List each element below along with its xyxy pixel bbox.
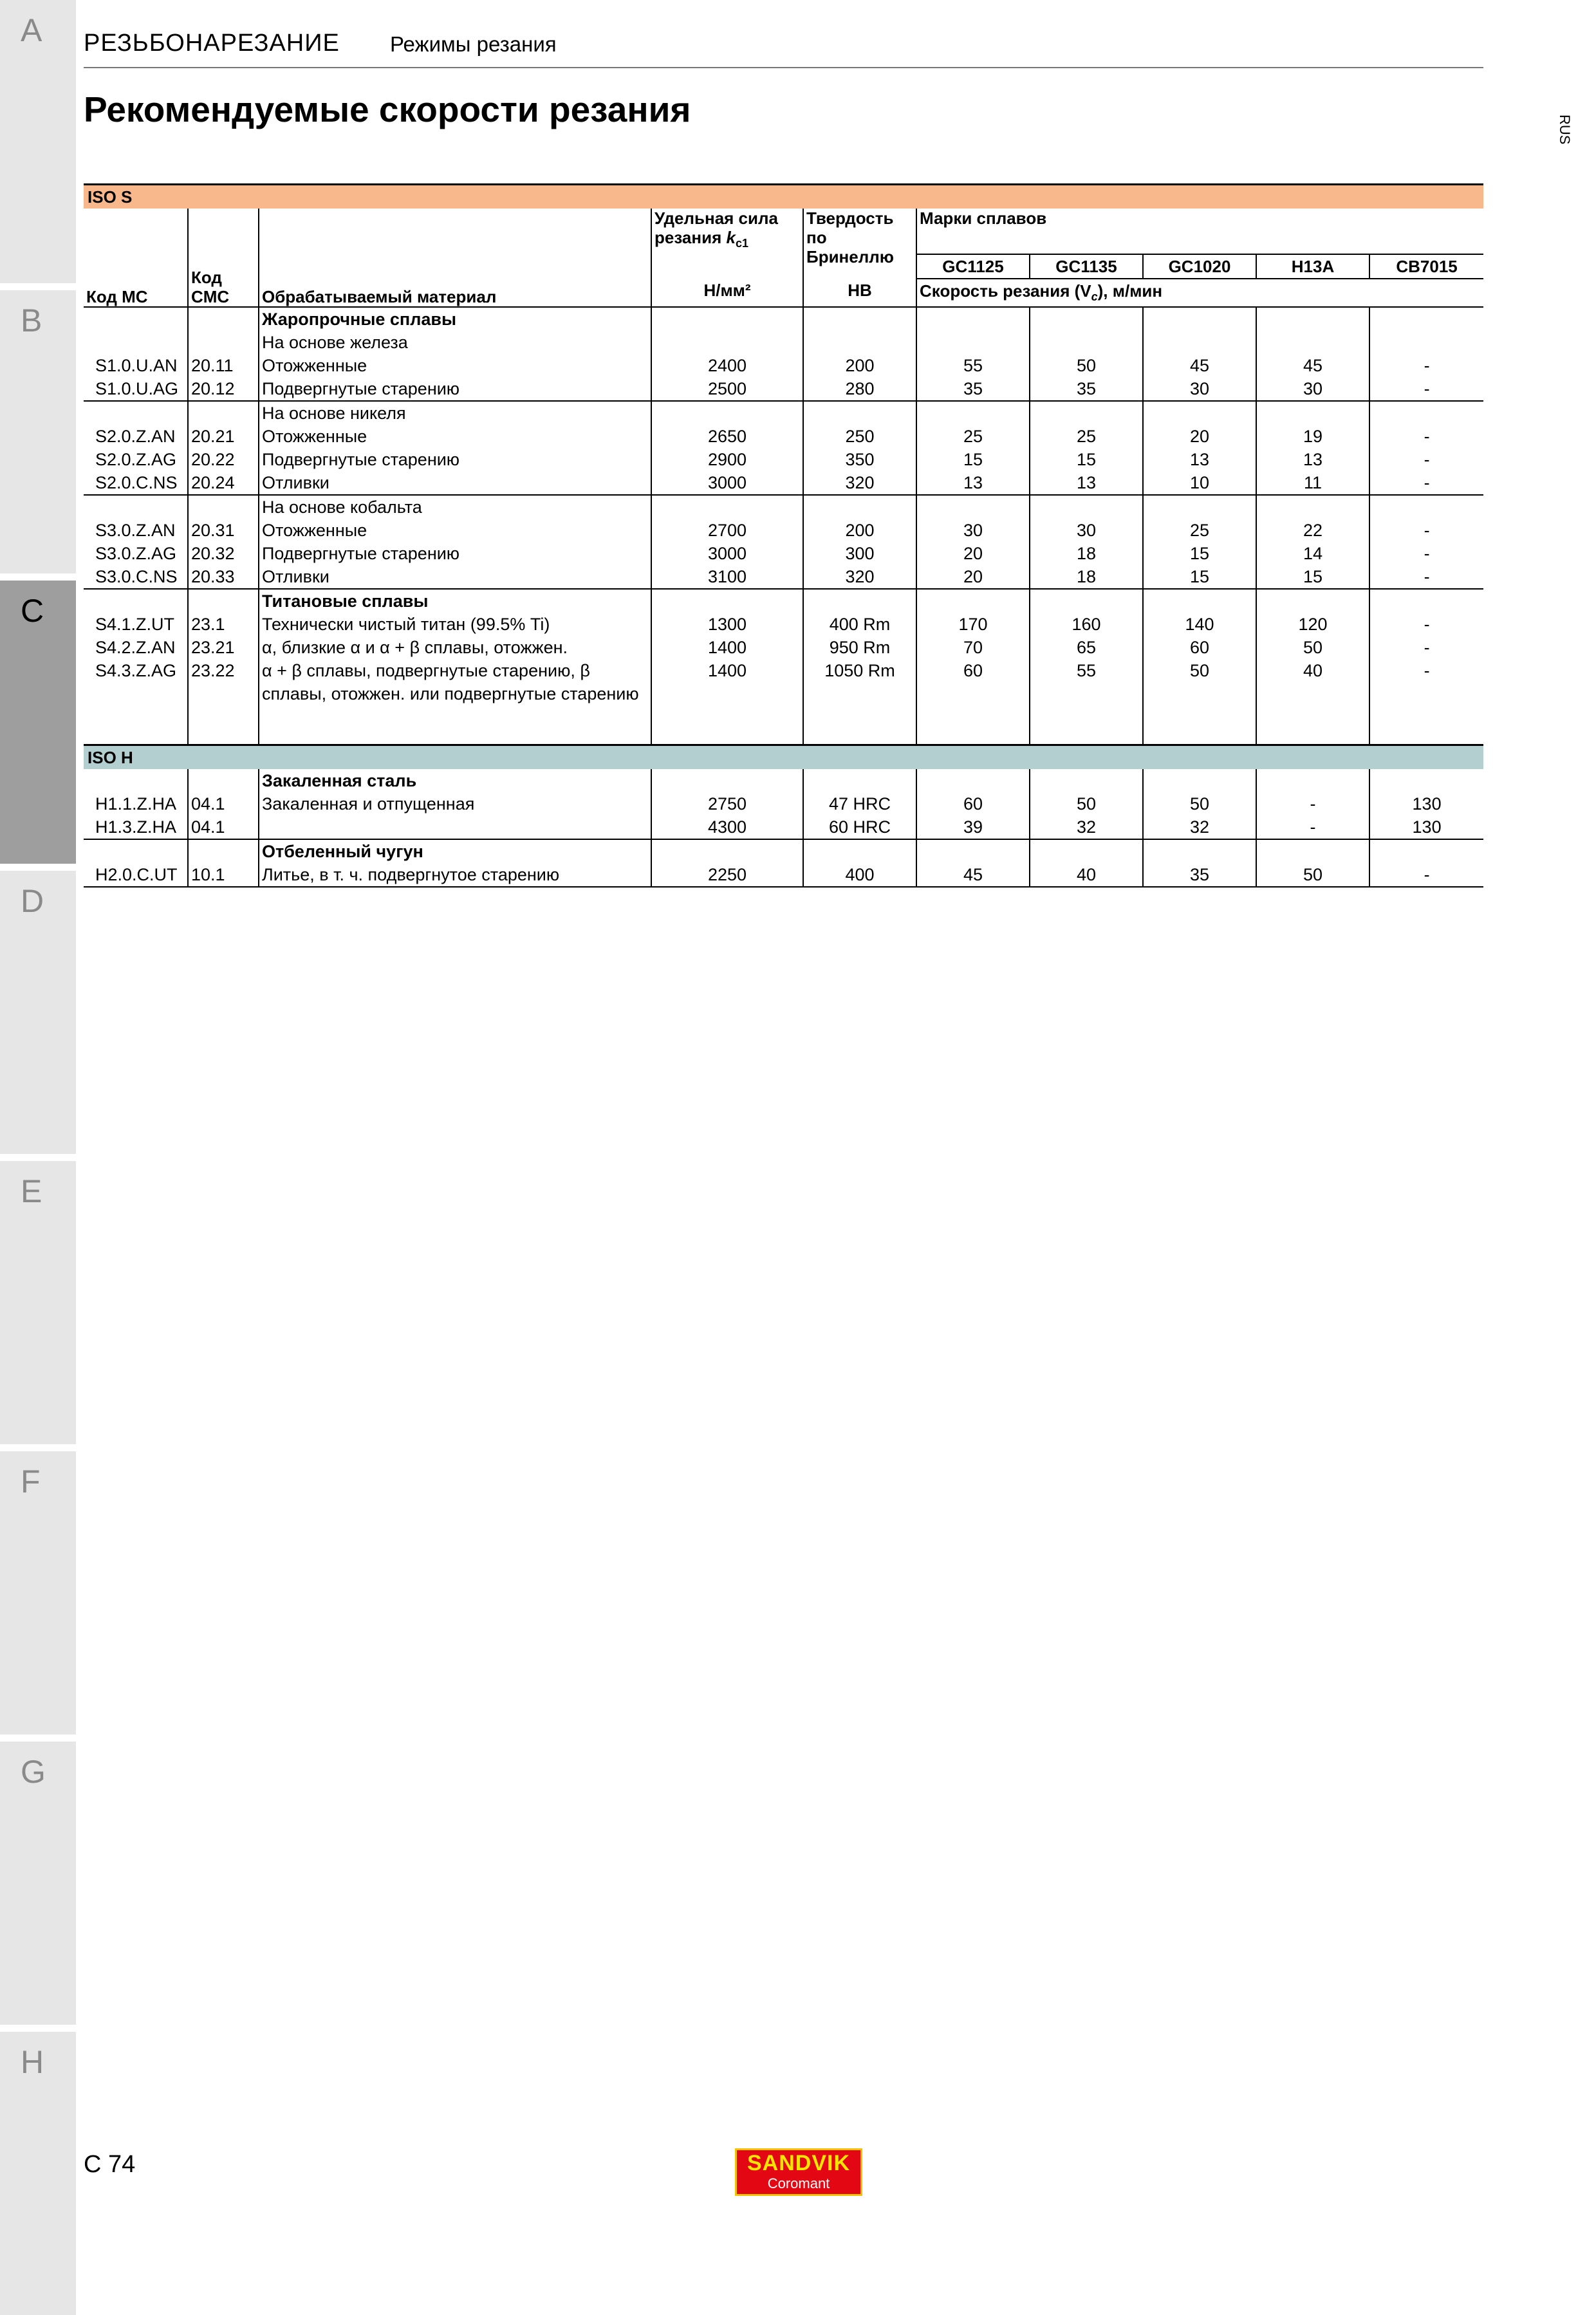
speed-value: - (1369, 377, 1483, 401)
group-heading: Закаленная сталь (259, 769, 651, 792)
empty-cell (259, 705, 651, 745)
group-subheading-row (84, 495, 1483, 519)
empty-cell (1143, 401, 1256, 425)
section-tab-letter: H (21, 2044, 44, 2080)
kc-value: 1400 (651, 659, 803, 705)
speed-label-pre: Скорость резания (V (920, 281, 1091, 301)
grade-header-gc1125: GC1125 (916, 254, 1030, 279)
hardness-value: 350 (803, 448, 916, 471)
speed-value: 15 (916, 448, 1030, 471)
grade-header-gc1135: GC1135 (1030, 254, 1143, 279)
col-cmc-header: Код CMC (188, 209, 259, 307)
kc-value: 2900 (651, 448, 803, 471)
section-tab-h (0, 2032, 76, 2315)
hardness-value: 1050 Rm (803, 659, 916, 705)
kc-value: 2400 (651, 354, 803, 377)
section-tab-letter: A (21, 12, 42, 48)
page-title: Рекомендуемые скорости резания (84, 89, 691, 129)
empty-cell (1369, 495, 1483, 519)
unit-kc: Н/мм² (651, 279, 803, 307)
cmc-code: 23.21 (188, 636, 259, 659)
empty-cell (1030, 769, 1143, 792)
speed-value: 30 (1256, 377, 1369, 401)
hardness-value: 250 (803, 425, 916, 448)
empty-cell (1369, 401, 1483, 425)
material-name: Подвергнутые старению (259, 448, 651, 471)
empty-cell (916, 839, 1030, 863)
speed-value: 130 (1369, 792, 1483, 815)
hardness-value: 300 (803, 542, 916, 565)
material-name (259, 815, 651, 839)
speed-value: 45 (1256, 354, 1369, 377)
cmc-code: 20.24 (188, 471, 259, 495)
table-row (84, 448, 1483, 471)
empty-cell (651, 331, 803, 354)
empty-cell (1256, 307, 1369, 331)
mc-code: S1.0.U.AN (95, 356, 178, 376)
empty-cell (1030, 331, 1143, 354)
empty-cell (188, 705, 259, 745)
table-row (84, 815, 1483, 839)
iso-h-band-row (84, 745, 1483, 770)
empty-cell (803, 769, 916, 792)
col-kc-symbol: k (726, 228, 736, 247)
section-tab-letter: E (21, 1173, 42, 1209)
grade-header-h13a: H13A (1256, 254, 1369, 279)
section-title: РЕЗЬБОНАРЕЗАНИЕ (84, 30, 340, 57)
speed-value: 120 (1256, 613, 1369, 636)
material-name: Отливки (259, 471, 651, 495)
speed-value: 18 (1030, 565, 1143, 589)
empty-cell (1256, 589, 1369, 613)
mc-code: S4.3.Z.AG (95, 661, 177, 681)
group-heading: Титановые сплавы (259, 589, 651, 613)
col-kc-header (651, 209, 803, 279)
logo-top-text: SANDVIK (747, 2151, 851, 2175)
speed-value: 22 (1256, 519, 1369, 542)
speed-value: 65 (1030, 636, 1143, 659)
subsection-title: Режимы резания (390, 32, 557, 56)
mc-code: S3.0.Z.AN (95, 521, 176, 541)
group-heading-row (84, 839, 1483, 863)
table-row (84, 471, 1483, 495)
speed-value: - (1369, 425, 1483, 448)
hardness-value: 200 (803, 354, 916, 377)
grade-header-cb7015: CB7015 (1369, 254, 1483, 279)
empty-cell (1256, 769, 1369, 792)
iso-h-band: ISO H (84, 745, 1483, 770)
empty-cell (188, 589, 259, 613)
group-heading-row (84, 589, 1483, 613)
empty-cell (916, 331, 1030, 354)
col-kc-line2: резания (654, 228, 722, 247)
group-subheading: На основе железа (259, 331, 651, 354)
empty-cell (1030, 839, 1143, 863)
empty-cell (651, 495, 803, 519)
empty-cell (1143, 589, 1256, 613)
iso-s-band: ISO S (84, 185, 1483, 209)
empty-cell (651, 307, 803, 331)
mc-code: H1.3.Z.HA (95, 817, 177, 837)
cmc-code: 23.1 (188, 613, 259, 636)
section-tab-c (0, 581, 76, 864)
empty-cell (651, 589, 803, 613)
col-hb-header: Твердость по Бринеллю (803, 209, 916, 279)
speed-value: - (1369, 542, 1483, 565)
speed-value: 20 (1143, 425, 1256, 448)
empty-cell (916, 589, 1030, 613)
group-heading-row (84, 307, 1483, 331)
mc-code: S4.1.Z.UT (95, 615, 175, 635)
empty-cell (1369, 839, 1483, 863)
kc-value: 4300 (651, 815, 803, 839)
group-heading-row (84, 769, 1483, 792)
empty-cell (803, 401, 916, 425)
empty-cell (188, 839, 259, 863)
mc-code: H2.0.C.UT (84, 863, 188, 887)
hardness-value: 400 Rm (803, 613, 916, 636)
speed-value: - (1369, 448, 1483, 471)
page-number: C 74 (84, 2151, 136, 2178)
speed-value: 35 (1143, 863, 1256, 887)
speed-value: 13 (1143, 448, 1256, 471)
hardness-value: 400 (803, 863, 916, 887)
cutting-speed-table-wrap (84, 183, 1483, 888)
speed-value: 15 (1030, 448, 1143, 471)
language-label: RUS (1557, 115, 1573, 145)
table-row (84, 354, 1483, 377)
speed-value: 20 (916, 565, 1030, 589)
speed-value: 40 (1030, 863, 1143, 887)
material-name: α, близкие α и α + β сплавы, отожжен. (259, 636, 651, 659)
hardness-value: 950 Rm (803, 636, 916, 659)
speed-value: 32 (1143, 815, 1256, 839)
empty-cell (1369, 769, 1483, 792)
speed-value: 160 (1030, 613, 1143, 636)
group-heading: Жаропрочные сплавы (259, 307, 651, 331)
empty-cell (1256, 839, 1369, 863)
mc-code: S2.0.Z.AN (95, 427, 176, 447)
table-row (84, 792, 1483, 815)
material-name: Отожженные (259, 425, 651, 448)
group-subheading: На основе кобальта (259, 495, 651, 519)
speed-value: - (1369, 659, 1483, 705)
kc-value: 1400 (651, 636, 803, 659)
section-tabs (0, 0, 76, 2258)
table-row (84, 519, 1483, 542)
cutting-speed-table (84, 183, 1483, 888)
section-tab-letter: G (21, 1754, 46, 1790)
cmc-code: 20.21 (188, 425, 259, 448)
table-row (84, 863, 1483, 887)
unit-hb: HB (803, 279, 916, 307)
cmc-code: 20.32 (188, 542, 259, 565)
section-tab-b (0, 290, 76, 573)
empty-cell (803, 705, 916, 745)
empty-cell (1256, 705, 1369, 745)
speed-value: 60 (916, 659, 1030, 705)
material-name: Отожженные (259, 354, 651, 377)
empty-cell (916, 769, 1030, 792)
section-tab-a (0, 0, 76, 283)
material-name: Закаленная и отпущенная (259, 792, 651, 815)
empty-cell (1030, 401, 1143, 425)
col-grades-header: Марки сплавов (916, 209, 1483, 254)
speed-value: 18 (1030, 542, 1143, 565)
col-kc-subscript: c1 (735, 237, 748, 250)
sandvik-logo (735, 2148, 862, 2196)
section-tab-d (0, 871, 76, 1154)
material-name: Подвергнутые старению (259, 542, 651, 565)
empty-cell (803, 589, 916, 613)
speed-value: - (1256, 815, 1369, 839)
empty-cell (803, 307, 916, 331)
empty-cell (1143, 839, 1256, 863)
speed-value: - (1369, 565, 1483, 589)
empty-cell (1030, 307, 1143, 331)
cmc-code: 20.11 (188, 354, 259, 377)
speed-value: - (1369, 471, 1483, 495)
speed-value: 10 (1143, 471, 1256, 495)
empty-cell (188, 331, 259, 354)
empty-cell (84, 307, 188, 331)
speed-value: - (1369, 863, 1483, 887)
empty-cell (1369, 705, 1483, 745)
speed-value: 140 (1143, 613, 1256, 636)
empty-cell (84, 495, 188, 519)
table-row (84, 659, 1483, 705)
empty-cell (651, 839, 803, 863)
empty-cell (1030, 705, 1143, 745)
material-name: Отливки (259, 565, 651, 589)
speed-value: 13 (916, 471, 1030, 495)
kc-value: 2650 (651, 425, 803, 448)
speed-value: 13 (1030, 471, 1143, 495)
speed-value: - (1369, 519, 1483, 542)
empty-cell (1030, 495, 1143, 519)
material-name: Технически чистый титан (99.5% Ti) (259, 613, 651, 636)
speed-value: 40 (1256, 659, 1369, 705)
kc-value: 2250 (651, 863, 803, 887)
empty-cell (1143, 769, 1256, 792)
table-row (84, 565, 1483, 589)
empty-cell (1143, 495, 1256, 519)
speed-label-post: ), м/мин (1097, 281, 1163, 301)
kc-value: 3100 (651, 565, 803, 589)
empty-cell (84, 401, 188, 425)
header-divider (84, 67, 1483, 68)
hardness-value: 60 HRC (803, 815, 916, 839)
empty-cell (1369, 307, 1483, 331)
kc-value: 3000 (651, 542, 803, 565)
mc-code: H1.1.Z.HA (95, 794, 177, 814)
speed-value: 39 (916, 815, 1030, 839)
speed-value: 20 (916, 542, 1030, 565)
kc-value: 2750 (651, 792, 803, 815)
speed-value: 15 (1256, 565, 1369, 589)
section-tab-letter: F (21, 1464, 41, 1500)
speed-value: 15 (1143, 542, 1256, 565)
cmc-code: 04.1 (188, 815, 259, 839)
mc-code: S4.2.Z.AN (95, 638, 176, 658)
speed-value: 50 (1143, 659, 1256, 705)
speed-value: 30 (916, 519, 1030, 542)
empty-cell (651, 401, 803, 425)
empty-cell (1256, 401, 1369, 425)
speed-value: 25 (1030, 425, 1143, 448)
cmc-code: 20.12 (188, 377, 259, 401)
speed-value: 11 (1256, 471, 1369, 495)
grade-header-gc1020: GC1020 (1143, 254, 1256, 279)
group-subheading-row (84, 331, 1483, 354)
col-material-header: Обрабатываемый материал (259, 209, 651, 307)
speed-value: 170 (916, 613, 1030, 636)
mc-code: S2.0.C.NS (95, 473, 178, 493)
speed-label-sub: c (1091, 290, 1098, 304)
group-heading: Отбеленный чугун (259, 839, 651, 863)
empty-cell (84, 705, 188, 745)
cmc-code: 23.22 (188, 659, 259, 705)
speed-value: 35 (1030, 377, 1143, 401)
table-row (84, 542, 1483, 565)
speed-value: 55 (916, 354, 1030, 377)
hardness-value: 320 (803, 471, 916, 495)
kc-value: 2700 (651, 519, 803, 542)
group-subheading-row (84, 401, 1483, 425)
speed-value: - (1369, 613, 1483, 636)
speed-value: 25 (1143, 519, 1256, 542)
empty-cell (1143, 307, 1256, 331)
speed-value: 50 (1143, 792, 1256, 815)
kc-value: 3000 (651, 471, 803, 495)
speed-value: 19 (1256, 425, 1369, 448)
section-tab-letter: D (21, 883, 44, 919)
speed-value: 45 (1143, 354, 1256, 377)
spacer-row (84, 705, 1483, 745)
logo-bottom-text: Coromant (767, 2175, 830, 2191)
empty-cell (916, 495, 1030, 519)
speed-value: 60 (1143, 636, 1256, 659)
cmc-code: 20.22 (188, 448, 259, 471)
kc-value: 2500 (651, 377, 803, 401)
empty-cell (84, 331, 188, 354)
empty-cell (84, 589, 188, 613)
speed-value: 130 (1369, 815, 1483, 839)
speed-value: 50 (1256, 863, 1369, 887)
hardness-value: 320 (803, 565, 916, 589)
mc-code: S3.0.Z.AG (95, 544, 177, 564)
cmc-code: 04.1 (188, 792, 259, 815)
speed-value: 14 (1256, 542, 1369, 565)
material-name: Подвергнутые старению (259, 377, 651, 401)
empty-cell (803, 839, 916, 863)
kc-value: 1300 (651, 613, 803, 636)
empty-cell (188, 769, 259, 792)
col-kc-line1: Удельная сила (654, 209, 778, 228)
empty-cell (803, 331, 916, 354)
empty-cell (803, 495, 916, 519)
table-body (84, 185, 1483, 888)
speed-value: - (1256, 792, 1369, 815)
table-row (84, 636, 1483, 659)
section-tab-g (0, 1742, 76, 2025)
speed-value: 60 (916, 792, 1030, 815)
cmc-code: 10.1 (188, 863, 259, 887)
empty-cell (916, 307, 1030, 331)
speed-value: - (1369, 354, 1483, 377)
cmc-code: 20.33 (188, 565, 259, 589)
section-tab-letter: B (21, 302, 42, 339)
hardness-value: 47 HRC (803, 792, 916, 815)
empty-cell (916, 705, 1030, 745)
material-name: Литье, в т. ч. подвергнутое старению (259, 863, 651, 887)
mc-code: S1.0.U.AG (95, 379, 179, 399)
speed-unit-label (916, 279, 1483, 307)
empty-cell (1143, 705, 1256, 745)
mc-code: S3.0.C.NS (95, 567, 178, 587)
material-name: Отожженные (259, 519, 651, 542)
speed-value: 30 (1143, 377, 1256, 401)
speed-value: 32 (1030, 815, 1143, 839)
material-name: α + β сплавы, подвергнутые старению, β сплавы, отожжен. или подвергнутые старению (259, 659, 651, 705)
speed-value: 13 (1256, 448, 1369, 471)
table-row (84, 377, 1483, 401)
mc-code: S2.0.Z.AG (95, 450, 177, 470)
section-tab-e (0, 1161, 76, 1444)
empty-cell (916, 401, 1030, 425)
speed-value: 50 (1256, 636, 1369, 659)
empty-cell (1369, 331, 1483, 354)
empty-cell (188, 307, 259, 331)
empty-cell (1143, 331, 1256, 354)
section-tab-letter: C (21, 593, 44, 629)
speed-value: 50 (1030, 354, 1143, 377)
speed-value: 35 (916, 377, 1030, 401)
speed-value: 25 (916, 425, 1030, 448)
speed-value: - (1369, 636, 1483, 659)
speed-value: 70 (916, 636, 1030, 659)
empty-cell (84, 769, 188, 792)
hardness-value: 200 (803, 519, 916, 542)
group-subheading: На основе никеля (259, 401, 651, 425)
empty-cell (84, 839, 188, 863)
speed-value: 55 (1030, 659, 1143, 705)
cmc-code: 20.31 (188, 519, 259, 542)
empty-cell (188, 495, 259, 519)
empty-cell (1369, 589, 1483, 613)
speed-value: 50 (1030, 792, 1143, 815)
empty-cell (1030, 589, 1143, 613)
table-row (84, 425, 1483, 448)
speed-value: 45 (916, 863, 1030, 887)
empty-cell (188, 401, 259, 425)
empty-cell (651, 705, 803, 745)
table-row (84, 613, 1483, 636)
section-tab-f (0, 1451, 76, 1734)
speed-value: 15 (1143, 565, 1256, 589)
empty-cell (1256, 495, 1369, 519)
empty-cell (651, 769, 803, 792)
hardness-value: 280 (803, 377, 916, 401)
speed-value: 30 (1030, 519, 1143, 542)
empty-cell (1256, 331, 1369, 354)
col-mc-header: Код МС (86, 287, 148, 307)
